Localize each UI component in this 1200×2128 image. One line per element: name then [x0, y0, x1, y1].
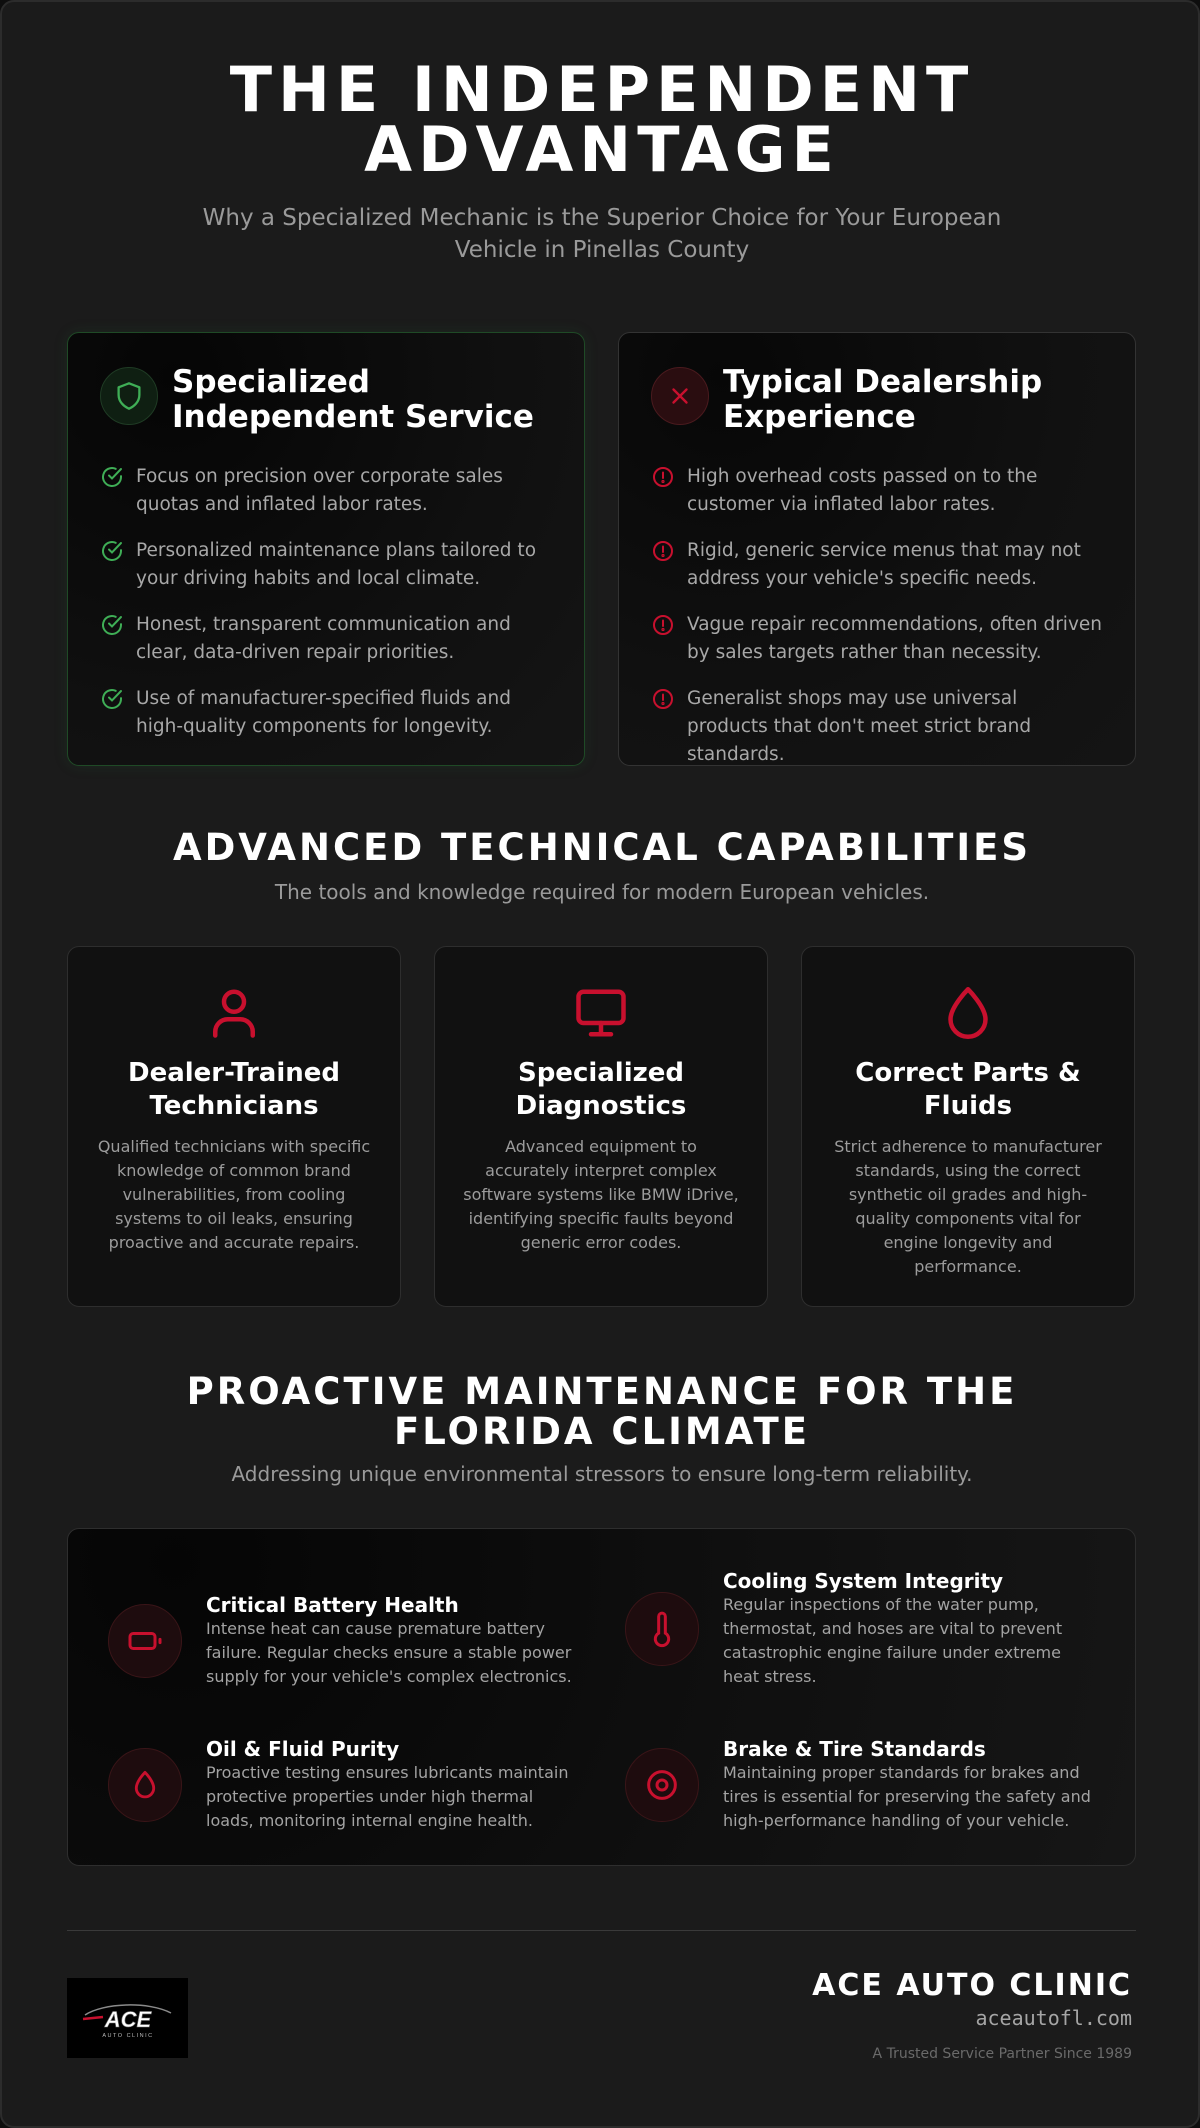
list-item-text: Generalist shops may use universal products that don't meet strict brand standards. — [687, 688, 1032, 765]
capability-card-parts — [801, 946, 1135, 1307]
list-item-text: Focus on precision over corporate sales quotas and inflated labor rates. — [136, 466, 503, 515]
droplet-icon — [108, 1748, 182, 1822]
ace-logo — [67, 1978, 188, 2058]
list-item-text: Honest, transparent communication and clear, data-driven repair priorities. — [136, 614, 511, 663]
climate-item-title: Brake & Tire Standards — [723, 1737, 986, 1761]
list-item — [100, 611, 552, 667]
list-item — [651, 685, 1103, 769]
list-item — [100, 537, 552, 593]
page-title-line1: THE INDEPENDENT — [229, 53, 975, 126]
website-link[interactable]: aceautofl.com — [975, 2006, 1132, 2030]
alert-circle-icon — [651, 539, 675, 563]
independent-service-card — [67, 332, 585, 766]
page-title — [152, 53, 1052, 186]
x-icon — [651, 367, 709, 425]
battery-icon — [108, 1604, 182, 1678]
climate-item-battery — [108, 1593, 576, 1689]
capabilities-subtitle: The tools and knowledge required for modern European vehicles. — [274, 880, 930, 904]
climate-item-text: Maintaining proper standards for brakes and tires is essential for preserving the safety and high-performance handling of your vehicle. — [723, 1763, 1091, 1830]
capability-card-diagnostics — [434, 946, 768, 1307]
brand-name: ACE AUTO CLINIC — [812, 1968, 1132, 2003]
target-icon — [625, 1748, 699, 1822]
list-item-text: Vague repair recommendations, often driven by sales targets rather than necessity. — [687, 614, 1103, 663]
independent-benefits-list — [100, 463, 552, 741]
check-circle-icon — [100, 539, 124, 563]
capabilities-title: ADVANCED TECHNICAL CAPABILITIES — [172, 826, 1032, 869]
capability-title: Correct Parts & Fluids — [855, 1058, 1081, 1121]
climate-item-text: Regular inspections of the water pump, thermostat, and hoses are vital to prevent catastrophic engine failure under extreme heat stress. — [723, 1595, 1063, 1686]
climate-item-title: Oil & Fluid Purity — [206, 1737, 400, 1761]
list-item — [651, 537, 1103, 593]
monitor-icon — [571, 983, 631, 1043]
page-title-line2: ADVANTAGE — [364, 113, 840, 186]
climate-title: PROACTIVE MAINTENANCE FOR THE FLORIDA CLIMATE — [186, 1370, 1018, 1453]
list-item — [651, 611, 1103, 667]
climate-panel — [67, 1528, 1136, 1866]
list-item — [100, 685, 552, 741]
hero — [2, 53, 1200, 266]
climate-item-cooling — [625, 1569, 1093, 1689]
dealership-card — [618, 332, 1136, 766]
capability-title: Dealer-Trained Technicians — [127, 1058, 340, 1121]
shield-icon — [100, 367, 158, 425]
list-item — [100, 463, 552, 519]
list-item-text: Rigid, generic service menus that may not address your vehicle's specific needs. — [687, 540, 1081, 589]
check-circle-icon — [100, 465, 124, 489]
logo-subtext: AUTO CLINIC — [101, 2033, 154, 2039]
check-circle-icon — [100, 613, 124, 637]
list-item-text: High overhead costs passed on to the customer via inflated labor rates. — [687, 466, 1038, 515]
capability-text: Advanced equipment to accurately interpret complex software systems like BMW iDrive, identifying specific faults beyond generic error codes. — [463, 1137, 739, 1252]
brand-block — [812, 1968, 1132, 2062]
user-icon — [204, 983, 264, 1043]
alert-circle-icon — [651, 465, 675, 489]
logo-text: ACE — [104, 2007, 151, 2032]
independent-card-title: Specialized Independent Service — [172, 364, 534, 435]
capability-card-technicians — [67, 946, 401, 1307]
capability-text: Qualified technicians with specific knowledge of common brand vulnerabilities, from cooling systems to oil leaks, ensuring proactive and accurate repairs. — [97, 1137, 371, 1252]
droplet-icon — [938, 983, 998, 1043]
page-subtitle: Why a Specialized Mechanic is the Superior Choice for Your European Vehicle in Pinellas County — [202, 205, 1002, 263]
brand-tagline: A Trusted Service Partner Since 1989 — [872, 2046, 1132, 2062]
list-item-text: Use of manufacturer-specified fluids and high-quality components for longevity. — [136, 688, 511, 737]
climate-item-text: Intense heat can cause premature battery failure. Regular checks ensure a stable power supply for your vehicle's complex electronics. — [206, 1619, 572, 1686]
climate-item-title: Cooling System Integrity — [723, 1569, 1004, 1593]
footer-divider — [67, 1930, 1136, 1931]
dealership-card-title: Typical Dealership Experience — [723, 364, 1043, 435]
climate-subtitle: Addressing unique environmental stressors to ensure long-term reliability. — [231, 1462, 973, 1486]
capability-text: Strict adherence to manufacturer standards, using the correct synthetic oil grades and high-quality components vital for engine longevity and performance. — [834, 1137, 1102, 1276]
thermometer-icon — [625, 1592, 699, 1666]
climate-item-brakes — [625, 1737, 1093, 1833]
climate-item-title: Critical Battery Health — [206, 1593, 459, 1617]
list-item-text: Personalized maintenance plans tailored to your driving habits and local climate. — [136, 540, 537, 589]
climate-item-oil — [108, 1737, 576, 1833]
alert-circle-icon — [651, 613, 675, 637]
check-circle-icon — [100, 687, 124, 711]
dealership-drawbacks-list — [651, 463, 1103, 769]
alert-circle-icon — [651, 687, 675, 711]
list-item — [651, 463, 1103, 519]
capability-title: Specialized Diagnostics — [515, 1058, 687, 1121]
climate-item-text: Proactive testing ensures lubricants maintain protective properties under high thermal loads, monitoring internal engine health. — [206, 1763, 569, 1830]
